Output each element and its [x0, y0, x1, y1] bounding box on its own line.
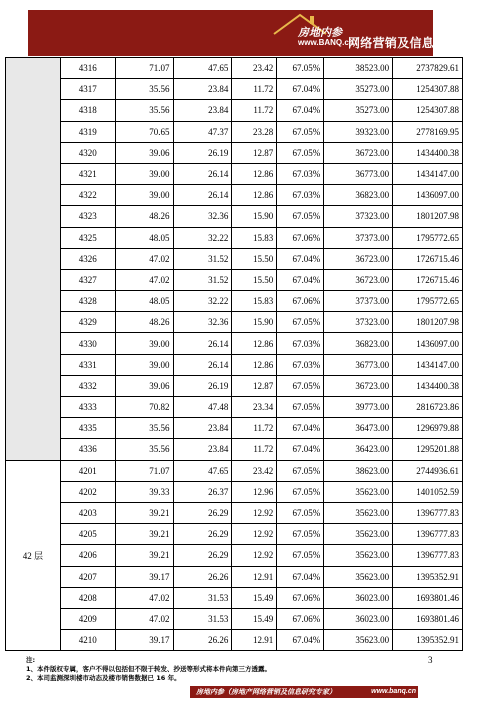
value-cell: 48.05 [115, 291, 173, 312]
value-cell: 1254307.88 [393, 100, 463, 121]
value-cell: 36723.00 [324, 142, 393, 163]
value-cell: 39.00 [115, 185, 173, 206]
value-cell: 35.56 [115, 79, 173, 100]
value-cell: 1434400.38 [393, 375, 463, 396]
brand-name: 房地内参 [298, 27, 342, 39]
table-row [6, 227, 463, 248]
value-cell: 26.14 [173, 333, 232, 354]
value-cell: 67.04% [277, 630, 324, 651]
table-row [6, 375, 463, 396]
value-cell: 35273.00 [324, 79, 393, 100]
unit-number-cell: 4322 [60, 185, 115, 206]
table-row [6, 79, 463, 100]
value-cell: 36023.00 [324, 608, 393, 629]
value-cell: 71.07 [115, 58, 173, 79]
value-cell: 36023.00 [324, 587, 393, 608]
value-cell: 67.05% [277, 142, 324, 163]
value-cell: 36423.00 [324, 439, 393, 460]
value-cell: 12.96 [232, 481, 277, 502]
value-cell: 2778169.95 [393, 121, 463, 142]
value-cell: 38623.00 [324, 460, 393, 481]
value-cell: 26.19 [173, 142, 232, 163]
value-cell: 23.84 [173, 100, 232, 121]
value-cell: 12.92 [232, 545, 277, 566]
value-cell: 1693801.46 [393, 587, 463, 608]
value-cell: 47.65 [173, 58, 232, 79]
value-cell: 35623.00 [324, 545, 393, 566]
value-cell: 36723.00 [324, 248, 393, 269]
value-cell: 11.72 [232, 100, 277, 121]
value-cell: 36723.00 [324, 375, 393, 396]
value-cell: 1795772.65 [393, 227, 463, 248]
value-cell: 1295201.88 [393, 439, 463, 460]
value-cell: 67.05% [277, 481, 324, 502]
value-cell: 26.26 [173, 630, 232, 651]
value-cell: 67.04% [277, 269, 324, 290]
value-cell: 47.02 [115, 248, 173, 269]
value-cell: 67.05% [277, 58, 324, 79]
value-cell: 35273.00 [324, 100, 393, 121]
value-cell: 12.86 [232, 185, 277, 206]
unit-number-cell: 4202 [60, 481, 115, 502]
unit-number-cell: 4317 [60, 79, 115, 100]
value-cell: 39.21 [115, 524, 173, 545]
value-cell: 67.04% [277, 566, 324, 587]
value-cell: 36723.00 [324, 269, 393, 290]
value-cell: 1436097.00 [393, 185, 463, 206]
unit-number-cell: 4319 [60, 121, 115, 142]
value-cell: 12.86 [232, 333, 277, 354]
unit-number-cell: 4318 [60, 100, 115, 121]
value-cell: 1726715.46 [393, 248, 463, 269]
value-cell: 67.06% [277, 291, 324, 312]
table-row [6, 312, 463, 333]
value-cell: 47.02 [115, 587, 173, 608]
table-row [6, 142, 463, 163]
value-cell: 23.42 [232, 460, 277, 481]
value-cell: 67.05% [277, 206, 324, 227]
value-cell: 47.02 [115, 608, 173, 629]
value-cell: 23.84 [173, 79, 232, 100]
table-row [6, 439, 463, 460]
table-row [6, 608, 463, 629]
table-row [6, 460, 463, 481]
note-item: 1、本件版权专属，客户不得以包括但不限于转发、抄送等形式将本件向第三方透露。 [26, 665, 272, 673]
table-row [6, 354, 463, 375]
value-cell: 39.06 [115, 375, 173, 396]
value-cell: 32.36 [173, 206, 232, 227]
value-cell: 1401052.59 [393, 481, 463, 502]
note-item: 2、本司监测深圳楼市动态及楼市销售数据已 16 年。 [26, 674, 181, 682]
value-cell: 36473.00 [324, 418, 393, 439]
unit-number-cell: 4320 [60, 142, 115, 163]
value-cell: 39.00 [115, 333, 173, 354]
value-cell: 11.72 [232, 418, 277, 439]
footer-banner [190, 686, 418, 698]
value-cell: 35.56 [115, 439, 173, 460]
value-cell: 15.49 [232, 587, 277, 608]
value-cell: 67.06% [277, 587, 324, 608]
value-cell: 67.05% [277, 312, 324, 333]
value-cell: 23.84 [173, 439, 232, 460]
value-cell: 26.29 [173, 545, 232, 566]
value-cell: 1801207.98 [393, 312, 463, 333]
value-cell: 12.91 [232, 630, 277, 651]
value-cell: 31.52 [173, 248, 232, 269]
value-cell: 26.14 [173, 185, 232, 206]
value-cell: 31.53 [173, 608, 232, 629]
value-cell: 39773.00 [324, 397, 393, 418]
value-cell: 2744936.61 [393, 460, 463, 481]
value-cell: 1395352.91 [393, 630, 463, 651]
value-cell: 67.05% [277, 397, 324, 418]
page-number: 3 [428, 655, 433, 665]
value-cell: 48.05 [115, 227, 173, 248]
table-row [6, 58, 463, 79]
value-cell: 1434147.00 [393, 354, 463, 375]
value-cell: 1396777.83 [393, 502, 463, 523]
value-cell: 1296979.88 [393, 418, 463, 439]
value-cell: 39.17 [115, 566, 173, 587]
unit-number-cell: 4336 [60, 439, 115, 460]
value-cell: 26.29 [173, 524, 232, 545]
value-cell: 38523.00 [324, 58, 393, 79]
unit-number-cell: 4209 [60, 608, 115, 629]
table-row [6, 291, 463, 312]
value-cell: 32.36 [173, 312, 232, 333]
value-cell: 12.87 [232, 375, 277, 396]
value-cell: 71.07 [115, 460, 173, 481]
value-cell: 1436097.00 [393, 333, 463, 354]
value-cell: 1254307.88 [393, 79, 463, 100]
unit-number-cell: 4201 [60, 460, 115, 481]
table-row [6, 502, 463, 523]
unit-number-cell: 4328 [60, 291, 115, 312]
floor-label-cell: 42 层 [6, 460, 61, 651]
value-cell: 67.06% [277, 608, 324, 629]
site-url: www.BANQ.cn [298, 38, 354, 47]
value-cell: 26.14 [173, 354, 232, 375]
value-cell: 23.28 [232, 121, 277, 142]
value-cell: 12.91 [232, 566, 277, 587]
table-row [6, 630, 463, 651]
value-cell: 35.56 [115, 418, 173, 439]
value-cell: 32.22 [173, 227, 232, 248]
value-cell: 12.87 [232, 142, 277, 163]
value-cell: 1396777.83 [393, 545, 463, 566]
value-cell: 67.05% [277, 121, 324, 142]
table-row [6, 333, 463, 354]
value-cell: 70.82 [115, 397, 173, 418]
value-cell: 39323.00 [324, 121, 393, 142]
value-cell: 1396777.83 [393, 524, 463, 545]
unit-number-cell: 4327 [60, 269, 115, 290]
unit-number-cell: 4208 [60, 587, 115, 608]
value-cell: 12.86 [232, 354, 277, 375]
table-row [6, 185, 463, 206]
value-cell: 15.90 [232, 312, 277, 333]
table-row [6, 524, 463, 545]
value-cell: 67.05% [277, 460, 324, 481]
footer-text: 房地内参（房地产网络营销及信息研究专家） [196, 688, 336, 696]
table-row [6, 566, 463, 587]
table-row [6, 545, 463, 566]
value-cell: 37373.00 [324, 291, 393, 312]
value-cell: 11.72 [232, 79, 277, 100]
value-cell: 1801207.98 [393, 206, 463, 227]
value-cell: 15.90 [232, 206, 277, 227]
unit-number-cell: 4329 [60, 312, 115, 333]
value-cell: 67.04% [277, 439, 324, 460]
value-cell: 26.19 [173, 375, 232, 396]
value-cell: 67.03% [277, 354, 324, 375]
table-row [6, 100, 463, 121]
value-cell: 36823.00 [324, 185, 393, 206]
value-cell: 35623.00 [324, 502, 393, 523]
value-cell: 1693801.46 [393, 608, 463, 629]
value-cell: 67.03% [277, 163, 324, 184]
value-cell: 67.05% [277, 524, 324, 545]
value-cell: 39.21 [115, 545, 173, 566]
floor-label-cell [6, 58, 61, 461]
table-row [6, 248, 463, 269]
value-cell: 15.50 [232, 269, 277, 290]
unit-number-cell: 4206 [60, 545, 115, 566]
value-cell: 67.03% [277, 185, 324, 206]
value-cell: 39.33 [115, 481, 173, 502]
value-cell: 12.92 [232, 524, 277, 545]
unit-number-cell: 4333 [60, 397, 115, 418]
value-cell: 23.84 [173, 418, 232, 439]
value-cell: 48.26 [115, 206, 173, 227]
value-cell: 47.02 [115, 269, 173, 290]
value-cell: 15.83 [232, 291, 277, 312]
value-cell: 1434147.00 [393, 163, 463, 184]
value-cell: 35.56 [115, 100, 173, 121]
unit-number-cell: 4203 [60, 502, 115, 523]
value-cell: 37323.00 [324, 206, 393, 227]
table-row [6, 269, 463, 290]
value-cell: 47.37 [173, 121, 232, 142]
table-row [6, 481, 463, 502]
value-cell: 67.05% [277, 545, 324, 566]
unit-number-cell: 4332 [60, 375, 115, 396]
value-cell: 67.04% [277, 418, 324, 439]
value-cell: 47.48 [173, 397, 232, 418]
value-cell: 26.14 [173, 163, 232, 184]
value-cell: 35623.00 [324, 481, 393, 502]
value-cell: 36773.00 [324, 163, 393, 184]
value-cell: 36823.00 [324, 333, 393, 354]
value-cell: 12.86 [232, 163, 277, 184]
unit-number-cell: 4330 [60, 333, 115, 354]
value-cell: 31.52 [173, 269, 232, 290]
unit-number-cell: 4316 [60, 58, 115, 79]
value-cell: 39.21 [115, 502, 173, 523]
value-cell: 48.26 [115, 312, 173, 333]
value-cell: 47.65 [173, 460, 232, 481]
value-cell: 35623.00 [324, 524, 393, 545]
value-cell: 67.04% [277, 79, 324, 100]
table-row [6, 163, 463, 184]
table-row [6, 206, 463, 227]
value-cell: 35623.00 [324, 630, 393, 651]
value-cell: 2737829.61 [393, 58, 463, 79]
unit-data-table [5, 57, 463, 651]
value-cell: 35623.00 [324, 566, 393, 587]
value-cell: 39.00 [115, 163, 173, 184]
value-cell: 39.00 [115, 354, 173, 375]
value-cell: 39.06 [115, 142, 173, 163]
value-cell: 1726715.46 [393, 269, 463, 290]
value-cell: 32.22 [173, 291, 232, 312]
table-row [6, 587, 463, 608]
value-cell: 36773.00 [324, 354, 393, 375]
value-cell: 12.92 [232, 502, 277, 523]
value-cell: 1395352.91 [393, 566, 463, 587]
value-cell: 31.53 [173, 587, 232, 608]
brand-tagline: 网络营销及信息研究专家 [348, 36, 483, 50]
table-row [6, 397, 463, 418]
value-cell: 11.72 [232, 439, 277, 460]
value-cell: 15.50 [232, 248, 277, 269]
table-row [6, 418, 463, 439]
value-cell: 70.65 [115, 121, 173, 142]
unit-number-cell: 4321 [60, 163, 115, 184]
value-cell: 67.03% [277, 333, 324, 354]
value-cell: 67.04% [277, 248, 324, 269]
header-banner [28, 10, 483, 56]
value-cell: 26.37 [173, 481, 232, 502]
unit-number-cell: 4331 [60, 354, 115, 375]
unit-number-cell: 4323 [60, 206, 115, 227]
value-cell: 15.49 [232, 608, 277, 629]
value-cell: 67.05% [277, 502, 324, 523]
table-row [6, 121, 463, 142]
value-cell: 37323.00 [324, 312, 393, 333]
notes-title: 注: [26, 656, 36, 664]
unit-number-cell: 4335 [60, 418, 115, 439]
value-cell: 37373.00 [324, 227, 393, 248]
value-cell: 67.04% [277, 100, 324, 121]
value-cell: 39.17 [115, 630, 173, 651]
value-cell: 67.06% [277, 227, 324, 248]
value-cell: 26.29 [173, 502, 232, 523]
unit-number-cell: 4326 [60, 248, 115, 269]
value-cell: 23.34 [232, 397, 277, 418]
value-cell: 26.26 [173, 566, 232, 587]
unit-number-cell: 4210 [60, 630, 115, 651]
footer-url: www.banq.cn [371, 688, 416, 695]
value-cell: 67.05% [277, 375, 324, 396]
unit-number-cell: 4325 [60, 227, 115, 248]
value-cell: 2816723.86 [393, 397, 463, 418]
value-cell: 1434400.38 [393, 142, 463, 163]
value-cell: 1795772.65 [393, 291, 463, 312]
unit-number-cell: 4207 [60, 566, 115, 587]
value-cell: 15.83 [232, 227, 277, 248]
value-cell: 23.42 [232, 58, 277, 79]
unit-number-cell: 4205 [60, 524, 115, 545]
